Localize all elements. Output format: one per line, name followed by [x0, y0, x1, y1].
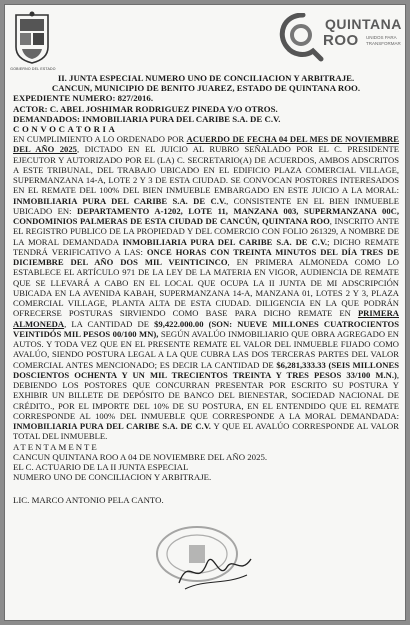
body-text: , DEBIENDO LOS POSTORES QUE CONCURRAN PRESENTAR POR ESCRITO SU POSTURA Y EXHIBIR UN BILLETE DE DEPÓSITO DE BANCO DEL BIENESTAR, SOCIEDAD NACIONAL DE CRÉDITO., POR EL IMPORTE DEL 10% DE SU POSTURA, EN EL ENTENDIDO QUE EL REMATE CORRESPONDE AL 100% DEL INMUEBLE QUE CORRESPONDE A LA MORAL DEMANDADA: — [13, 369, 399, 421]
logo-mark-icon — [275, 13, 325, 63]
logo-tagline — [366, 35, 401, 47]
body-text: ; DICHO REMATE TENDRÁ VERIFICATIVO A LAS: — [13, 236, 399, 257]
heading-line-1: II. JUNTA ESPECIAL NUMERO UNO DE CONCILIACION Y ARBITRAJE. — [57, 73, 355, 83]
actor: ACTOR: C. ABEL JOSHIMAR RODRIGUEZ PINEDA Y/O OTROS. — [13, 103, 278, 114]
primera-almoneda: PRIMERA ALMONEDA — [13, 308, 399, 329]
signature-icon — [175, 545, 255, 595]
seal-caption: GOBIERNO DEL ESTADO — [10, 67, 56, 71]
document-content — [13, 73, 399, 505]
heading-line-2: CANCUN, MUNICIPIO DE BENITO JUAREZ, ESTADO DE QUINTANA ROO. — [51, 83, 361, 94]
expediente: EXPEDIENTE NUMERO: 827/2016. — [13, 93, 154, 104]
body-emphasis: INMOBILIARIA PURA DEL CARIBE S.A. DE C.V. — [13, 421, 211, 432]
atentamente: ATENTAMENTE — [13, 441, 99, 452]
quintana-roo-logo — [275, 13, 405, 63]
body-text: , DICTADO EN EL JUICIO AL RUBRO SEÑALADO POR EL C. PRESIDENTE EJECUTOR Y AUTORIZADO POR EL (LA) C. SECRETARIO(A) DE ACUERDOS, AMBOS ADSCRITOS A ESTE TRIBUNAL, DEL TRABAJO UBICADO EN EL EDIFICIO PLAZA COMERCIAL VILLAGE, SUPERMANZANA 14-A, LOTE 2 Y 3 DE ESTA CIUDAD. SE CONVOCAN POSTORES INTERESADOS EN EL REMATE DEL 100% DEL BIEN INMUEBLE EMBARGADO EN ESTE JUICIO A LA MORAL: — [13, 144, 399, 196]
closing-line-1: CANCUN QUINTANA ROO A 04 DE NOVIEMBRE DEL AÑO 2025. — [13, 451, 268, 462]
auction-time: ONCE HORAS CON TREINTA MINUTOS DEL DÍA TRES DE DICIEMBRE DEL AÑO DOS MIL VEINTICINCO — [13, 246, 400, 268]
body-text: SEGÚN AVALÚO INMOBILIARIO QUE OBRA AGREGADO EN AUTOS. Y TODA VEZ QUE EN EL PRESENTE REMATE EL VALOR DEL INMUEBLE FIJADO COMO AVALÚO, SIENDO POSTURA LEGAL A LA QUE CUBRA LAS DOS TERCERAS PARTES DEL VALOR COMERCIAL ANTES MENCIONADO; ES DECIR LA CANTIDAD DE — [13, 328, 399, 370]
demandados: DEMANDADOS: INMOBILIARIA PURA DEL CARIBE S.A. DE C.V. — [13, 113, 281, 124]
state-seal-icon — [13, 11, 51, 65]
logo-top-word: QUINTANA — [325, 16, 402, 32]
logo-tagline-line-2: TRANSFORMAR — [366, 41, 401, 46]
closing-line-3: NUMERO UNO DE CONCILIACION Y ARBITRAJE. — [13, 472, 212, 483]
property-description: DEPARTAMENTO A-1202, LOTE 11, MANZANA 003, SUPERMANZANA 00C, CONDOMINIOS PALMERAS DE ESTA CIUDAD DE CANCÚN, QUINTANA ROO — [13, 205, 399, 227]
body-text: , INSCRITO ANTE EL REGISTRO PUBLICO DE LA PROPIEDAD Y DEL COMERCIO CON FOLIO 261329, A NOMBRE DE LA MORAL DEMANDADA — [13, 216, 399, 247]
body-text: , CONSISTENTE EN EL BIEN INMUEBLE UBICADO EN: — [13, 195, 399, 216]
base-amount: $9,422.000.00 (SON: NUEVE MILLONES CUATROCIENTOS VEINTIDÓS MIL PESOS 00/100 MN), — [13, 318, 399, 339]
legal-bid-amount: $6,281,333.33 (SEIS MILLONES DOSCIENTOS OCHENTA Y UN MIL TRECIENTOS TREINTA Y TRES PESOS 33/100 M.N.) — [13, 359, 399, 380]
closing-line-2: EL C. ACTUARIO DE LA II JUNTA ESPECIAL — [13, 462, 189, 473]
body-text: EN CUMPLIMIENTO A LO ORDENADO POR — [13, 134, 187, 145]
logo-tagline-line-1: UNIDOS PARA — [366, 35, 397, 40]
body-text: , LA CANTIDAD DE — [64, 318, 155, 329]
body-text: , EN PRIMERA ALMONEDA COMO LO ESTABLECE EL ARTÍCULO 971 DE LA LEY DE LA MATERIA EN VIGOR, AUDIENCIA DE REMATE QUE SE LLEVARÁ A CABO EN EL LOCAL QUE OCUPA LA II JUNTA DE MI ADSCRIPCIÓN UBICADA EN LA AVENIDA KABAH, SUPERMANZANA 14-A, MANZANA 01, LOTES 2 Y 3, PLAZA COMERCIAL VILLAGE, PLANTA ALTA DE ESTA CIUDAD. DILIGENCIA EN LA QUE PODRÁN OFRECERSE POSTURAS SIRVIENDO COMO BASE PARA DICHO REMATE EN — [13, 257, 399, 319]
signer-name: LIC. MARCO ANTONIO PELA CANTO. — [13, 494, 164, 505]
body-emphasis: INMOBILIARIA PURA DEL CARIBE S.A. DE C.V. — [13, 195, 227, 206]
logo-bottom-word: ROO — [323, 32, 359, 49]
document-page — [4, 4, 406, 621]
closing-block — [13, 442, 399, 505]
body-emphasis: ACUERDO DE FECHA 04 DEL MES DE NOVIEMBRE DEL AÑO 2025 — [13, 134, 399, 155]
body-emphasis: INMOBILIARIA PURA DEL CARIBE S.A. DE C.V. — [122, 236, 328, 247]
body-text: Y QUE EL AVALÚO CORRESPONDE AL VALOR TOTAL DEL INMUEBLE. — [13, 421, 399, 442]
document-title: CONVOCATORIA — [13, 124, 118, 135]
body-paragraph — [13, 134, 399, 442]
